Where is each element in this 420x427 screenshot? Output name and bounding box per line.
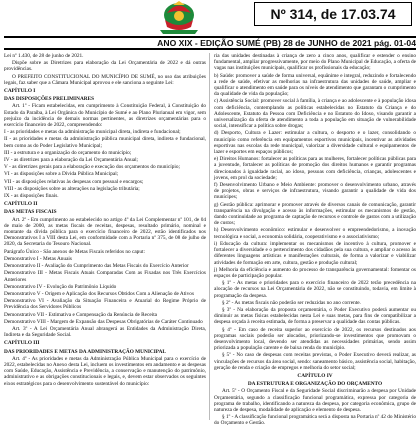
section-heading: CAPÍTULO II xyxy=(4,201,38,208)
paragraph: Art. 1º - Ficam estabelecidas, em cumprimento à Constituição Federal, à Constituição do Estado da Paraíba, à Lei Orgânica do Município de Sumé e ao Plano Plurianual em vigor, sem prejuízo da incidência de demais normas pertinentes, as diretrizes orçamentárias para o exercício financeiro de 2022, compreendendo: xyxy=(4,103,206,129)
paragraph: IV - as diretrizes para a elaboração da Lei Orçamentária Anual; xyxy=(4,157,139,164)
paragraph: § 1º - As metas e prioridades para o exercício financeiro de 2022 terão precedência na alocação de recursos na Lei Orçamentária de 2022, não se constituindo, todavia, em limite à programação da despesa. xyxy=(214,280,416,299)
paragraph: § 3º - Na elaboração da proposta orçamentária, o Poder Executivo poderá aumentar ou diminuir as metas físicas estabelecidas nesta Lei e suas metas, para fins de compatibilizar a despesa orçada à receita estimada, de forma a preservar a qualidade das contas públicas. xyxy=(214,306,416,326)
paragraph: II - as prioridades e metas da administração pública municipal direta, indireta e fundacional, bem como as do Poder Legislativo Municipal; xyxy=(4,136,206,149)
section-heading: DAS PRIORIDADES E METAS DA ADMINISTRAÇÃO MUNICIPAL xyxy=(4,348,166,355)
paragraph: h) Desenvolvimento econômico: estimular e desenvolver o empreendedorismo, a inovação tecnológica e social, a economia solidária, cooperativismo e o associativismo; xyxy=(214,227,416,240)
paragraph: § 5º - No caso de despesas com receitas previstas, o Poder Executivo deverá realizar, as vinculações de recursos da área social, sendo: saneamento básico, assistência social, habitação, geração de renda e criação de empregos e melhoria do setor social; xyxy=(214,352,416,371)
section-heading: DA ESTRUTURA E ORGANIZAÇÃO DO ORÇAMENTO xyxy=(247,381,383,388)
paragraph: d) Desporto, Cultura e Lazer: estimular a cultura, o desporto e o lazer, consolidando o município como referência em equipamentos esportivos municipais, incentivar as atividades esportivas nas escolas da rede municipal, valorizar a diversidade cultural e equipamentos de lazer e esportes em espaços públicos; xyxy=(214,130,416,156)
paragraph: O PREFEITO CONSTITUCIONAL DO MUNICÍPIO DE SUMÉ, no uso das atribuições legais, faz saber que a Câmara Municipal aprovou e ele sanciona a seguinte Lei: xyxy=(4,73,206,86)
paragraph: Art. 4º - As prioridades e metas da Administração Pública Municipal para o exercício de 2022, estabelecidas no Anexo desta Lei, incluem os investimentos em andamento e as despesas com Saúde, Educação, Assistência e Previdência, a conservação e manutenção do patrimônio, administrativo e as obrigações constitucionais e legais, e, devem estar observados os seguintes eixos estratégicos para o desenvolvimento sustentável do município: xyxy=(4,355,206,387)
paragraph: VI - as disposições sobre a Dívida Pública Municipal; xyxy=(4,171,119,178)
section-heading: DAS METAS FISCAIS xyxy=(4,209,57,216)
paragraph: I - as prioridades e metas da administração municipal direta, indireta e fundacional; xyxy=(4,129,181,136)
paragraph: Parágrafo Único - São anexos de Metas Fiscais referidos no caput: xyxy=(4,248,145,255)
edition-number-box: Nº 314, de 17.03.74 xyxy=(254,2,412,26)
paragraph: Demonstrativo VII - Estimativa e Compensação da Renúncia de Receita xyxy=(4,311,158,318)
paragraph: Demonstrativo II - Avaliação do Cumprimento das Metas Fiscais do Exercício Anterior xyxy=(4,263,189,270)
paragraph: c) Assistência Social: promover social à família, à criança e ao adolescente e à população idosa com deficiência, contemplando as políticas estabelecidas no Estatuto da Criança e do Adolescente, Estatuto da Pessoa com Deficiência e no Estatuto do Idoso, visando garantir a universalização da oferta de atendimento a toda a população em situação de vulnerabilidade social, intensificar a política sobre drogas; xyxy=(214,98,416,130)
column-divider xyxy=(209,53,210,420)
paragraph: f) Desenvolvimento Urbano e Meio Ambiente: promover o desenvolvimento urbano, através de projetos, obras e serviços de infraestrutura, visando garantir a qualidade de vida dos munícipes; xyxy=(214,182,416,201)
paragraph: Demonstrativo III - Metas Fiscais Atuais Comparadas Com as Fixadas nos Três Exercícios Anteriores xyxy=(4,270,206,283)
paragraph: e) Direitos Humanos: fortalecer as políticas para as mulheres, fortalecer políticas públicas para a juventude, fortalecer as políticas de promoção dos direitos humanos e garantir programas direcionados à igualdade racial, ao idoso, pessoas com deficiência, crianças, adolescentes e jovens, em prol da sociedade; xyxy=(214,156,416,181)
section-heading: DAS DISPOSIÇÕES PRELIMINARES xyxy=(4,96,95,103)
paragraph: VII - as disposições relativas às despesas com pessoal e encargos; xyxy=(4,178,144,185)
paragraph: j) Melhoria da eficiência e aumento do processo de transparência governamental: fomentar os espaços de participação popular. xyxy=(214,266,416,279)
paragraph: IX - as disposições finais. xyxy=(4,193,59,200)
paragraph: Art. 2º - Em cumprimento ao estabelecido no artigo 4º da Lei Complementar nº 101, de 04 de maio de 2000, as metas fiscais de receitas, despesas, resultado primário, nominal e montante da dívida pública para o exercício financeiro de 2022, estão identificados nos Demonstrativos I a VIII desta Lei, em conformidade com a Portaria nº 375, de 08 de julho de 2020, da Secretaria do Tesouro Nacional. xyxy=(4,216,206,248)
paragraph: III - a estrutura e a organização do orçamento do município; xyxy=(4,149,132,156)
paragraph: Art. 3º - A Lei Orçamentária Anual abrangerá as Entidades da Administração Direta, Indireta e da Seguridade Social. xyxy=(4,325,206,339)
paragraph: V - as diretrizes gerais para a elaboração e execução dos orçamentos do município; xyxy=(4,164,180,171)
right-column xyxy=(214,53,416,427)
paragraph: Demonstrativo V - Origem e Aplicação dos Recursos Obtidos Com a Alienação de Ativos xyxy=(4,290,195,297)
paragraph: Demonstrativo VIII - Margem de Expansão das Despesas Obrigatórias de Caráter Continuado xyxy=(4,318,203,325)
paragraph: Demonstrativo I - Metas Anuais xyxy=(4,255,72,262)
municipal-coat-of-arms-icon xyxy=(156,0,202,36)
paragraph: Demonstrativo VI - Avaliação da Situação Financeira e Atuarial do Regime Próprio de Previdência dos Servidores Públicos xyxy=(4,298,206,311)
paragraph: Dispõe sobre as Diretrizes para elaboração da Lei Orçamentária de 2022 e dá outras providências. xyxy=(4,60,206,73)
section-heading: CAPÍTULO IV xyxy=(297,372,333,379)
paragraph: b) Saúde: promover a saúde de forma universal, equânime e integral, reduzindo e fortalecendo a rede de saúde, efetivar as melhorias na infraestrutura das unidades de saúde, ampliar e qualificar o atendimento em saúde para os níveis de atendimento que garantam o cumprimento da qualidade de vida da população; xyxy=(214,72,416,98)
paragraph: § 2º - As metas fiscais não poderão ser reduzidas no ano corrente. xyxy=(222,299,361,306)
header-rule-bottom xyxy=(4,48,416,50)
paragraph: Art. 5º - O Orçamento Fiscal e da Seguridade Social discriminarão a despesa por Unidade Orçamentária, segundo a classificação funcional programática, expressa por categoria de programa de trabalho, identificando a natureza da despesa, por categoria econômica, grupo de natureza de despesa, modalidade de aplicação e elemento de despesa. xyxy=(214,388,416,413)
paragraph: VIII - as disposições sobre as alterações na legislação tributária; xyxy=(4,185,140,192)
dateline: ANO XIX - EDIÇÃO SUMÉ (PB) 28 de JUNHO de 2021 pág. 01-04 xyxy=(157,38,416,48)
paragraph: § 4º - Em caso de receita superior ao exercício de 2022, os recursos destinados aos programas sociais poderão ser alocados, priorizando-se investimentos que promovam o desenvolvimento local, devendo ser atendidas as necessidades primárias, sendo assim priorizada a população carente e de baixa renda do município. xyxy=(214,326,416,352)
masthead xyxy=(0,0,420,36)
paragraph: i) Educação da cultura: implementar os mecanismos de incentivo à cultura, promover e fortalecer a diversidade e o pertencimento dos cidadãos pela sua cultura, e ampliar o acesso às diferentes linguagens artísticas e manifestações culturais, de forma a valorizar e viabilizar atividades de formação em arte, cultura, gestão e produção cultural; xyxy=(214,240,416,266)
paragraph: Demonstrativo IV - Evolução do Patrimônio Líquido xyxy=(4,283,117,290)
paragraph: ria das unidades destinadas à criança de zero a cinco anos, qualificar e estender o ensino fundamental, ampliar progressivamente, por meio do Plano Municipal de Educação, a oferta de vagas nas instituições municipais, qualificar os profissionais da educação; xyxy=(214,53,416,72)
section-heading: CAPÍTULO I xyxy=(4,88,36,95)
section-heading: CAPÍTULO III xyxy=(4,340,40,347)
paragraph: § 1º - A classificação funcional programática será a disposta na Portaria nº 42 do Ministério do Orçamento e Gestão. xyxy=(214,414,416,427)
paragraph: Lei nº 1.430, de 28 de junho de 2021. xyxy=(4,53,84,59)
left-column xyxy=(4,53,206,420)
paragraph: g) Gestão pública: aprimorar e promover através de diversos canais de comunicação, garantir transparência na divulgação e acesso às informações, estimular os mecanismos de gestão, dando continuidade ao programa de captação de recursos e controle de gastos com a utilização de custos; xyxy=(214,201,416,227)
